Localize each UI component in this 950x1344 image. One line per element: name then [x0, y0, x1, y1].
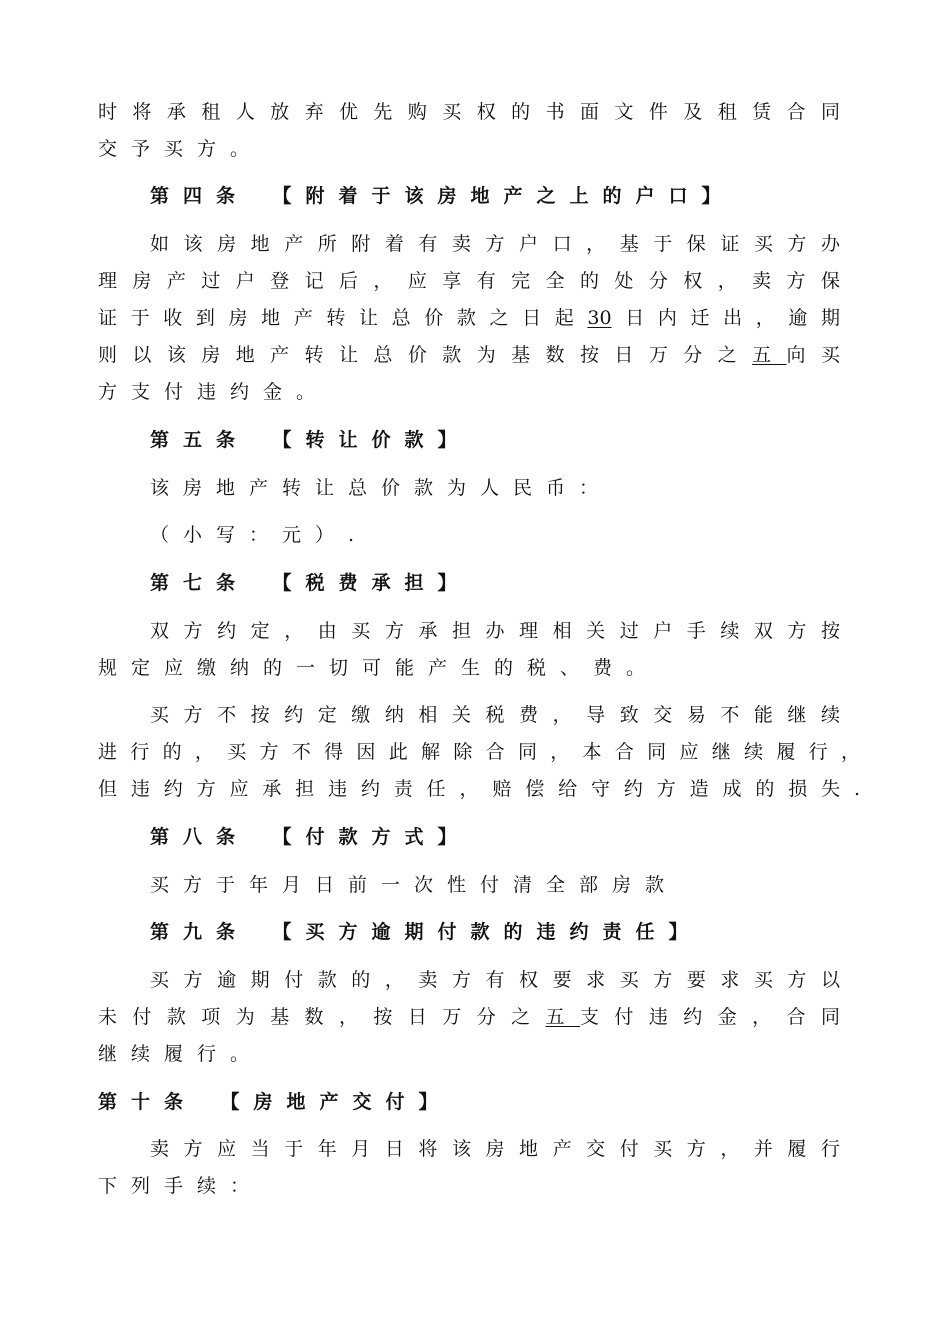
text-line: 该房地产转让总价款为人民币： — [150, 477, 613, 499]
text-line — [98, 304, 840, 332]
text-line: 规定应缴纳的一切可能产生的税、费。 — [98, 657, 660, 679]
article-8-heading: 第八条 【付款方式】 — [150, 826, 471, 848]
text-line: 进行的，买方不得因此解除合同，本合同应继续履行， — [98, 741, 860, 763]
text-segment: 支付违约金，合同 — [579, 1006, 840, 1028]
penalty-rate-value: 五 — [752, 344, 787, 366]
text-segment: 日内迁出，逾期 — [611, 307, 840, 329]
text-line: 买方逾期付款的，卖方有权要求买方要求买方以 — [150, 969, 840, 991]
text-line: 交予买方。 — [98, 138, 264, 160]
text-line — [98, 341, 840, 369]
text-line: 时将承租人放弃优先购买权的书面文件及租赁合同 — [98, 101, 840, 123]
penalty-rate-value: 五 — [545, 1006, 580, 1028]
text-line: 但违约方应承担违约责任，赔偿给守约方造成的损失. — [98, 778, 860, 800]
article-7-heading: 第七条 【税费承担】 — [150, 572, 471, 594]
text-segment: 未付款项为基数，按日万分之 — [98, 1006, 546, 1028]
article-10-heading: 第十条 【房地产交付】 — [98, 1091, 452, 1113]
text-line: 方支付违约金。 — [98, 381, 330, 403]
text-segment: 证于收到房地产转让总价款之日起 — [98, 307, 588, 329]
text-line: 卖方应当于年月日将该房地产交付买方，并履行 — [150, 1138, 840, 1160]
text-line: 理房产过户登记后，应享有完全的处分权，卖方保 — [98, 270, 840, 292]
move-out-days-value: 30 — [587, 307, 612, 329]
text-line: 如该房地产所附着有卖方户口，基于保证买方办 — [150, 233, 840, 255]
text-segment: 向买 — [786, 344, 840, 366]
text-segment: 则以该房地产转让总价款为基数按日万分之 — [98, 344, 753, 366]
text-line: 买方不按约定缴纳相关税费，导致交易不能继续 — [150, 704, 840, 726]
text-line: 买方于年月日前一次性付清全部房款 — [150, 874, 679, 896]
article-5-heading: 第五条 【转让价款】 — [150, 429, 471, 451]
text-line: 双方约定，由买方承担办理相关过户手续双方按 — [150, 620, 840, 642]
text-line — [98, 1003, 840, 1031]
text-line: 下列手续： — [98, 1175, 264, 1197]
text-line: （小写：元）. — [150, 524, 369, 546]
article-4-heading: 第四条 【附着于该房地产之上的户口】 — [150, 185, 735, 207]
article-9-heading: 第九条 【买方逾期付款的违约责任】 — [150, 921, 702, 943]
text-line: 继续履行。 — [98, 1043, 264, 1065]
